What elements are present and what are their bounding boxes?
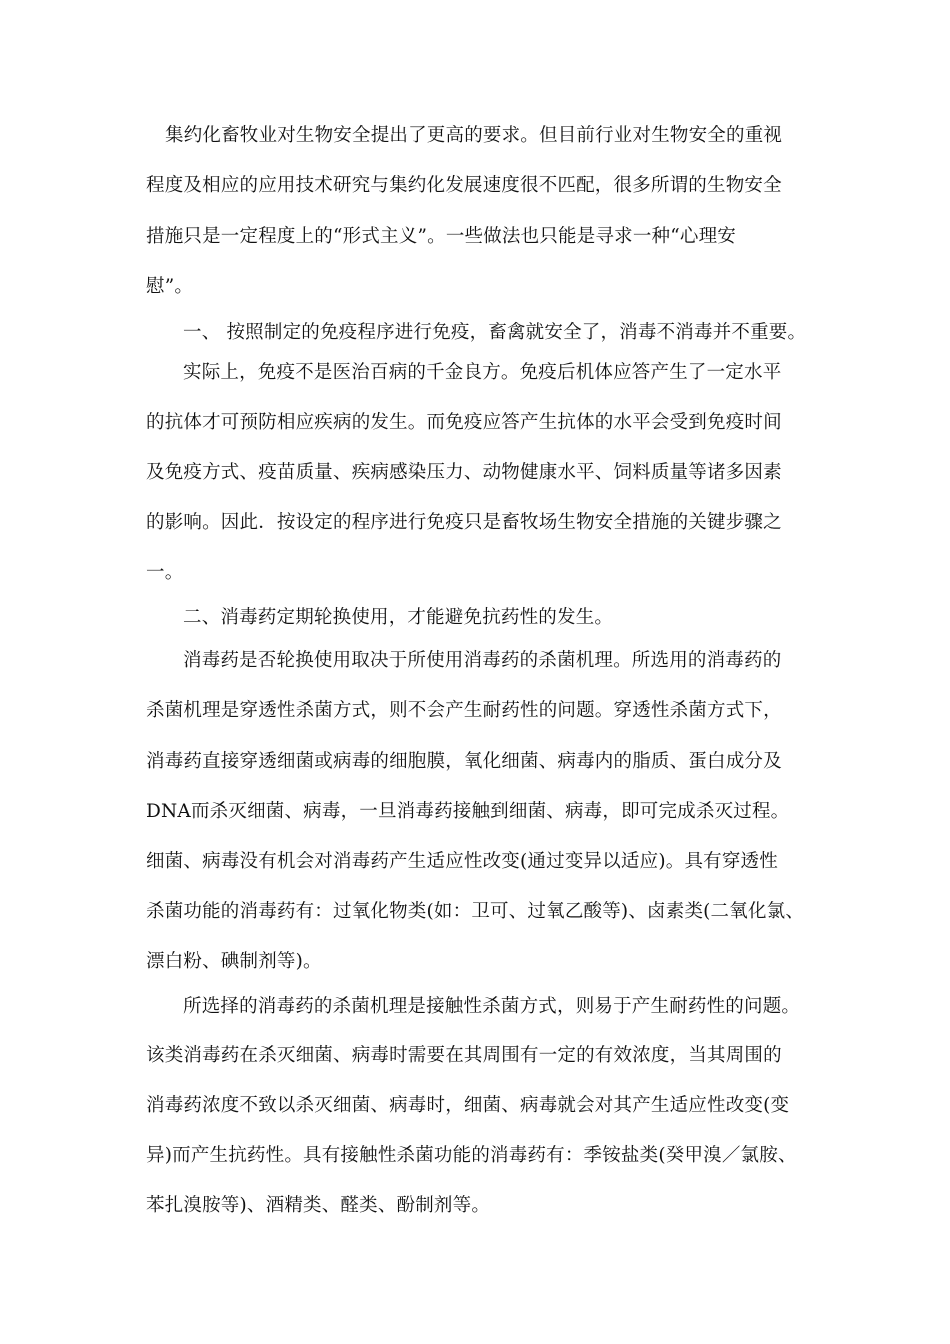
heading-two: 二、消毒药定期轮换使用，才能避免抗药性的发生。	[183, 607, 614, 628]
paragraph-line: 杀菌机理是穿透性杀菌方式，则不会产生耐药性的问题。穿透性杀菌方式下，	[146, 700, 782, 721]
paragraph-line: 消毒药是否轮换使用取决于所使用消毒药的杀菌机理。所选用的消毒药的	[183, 650, 782, 671]
paragraph-line: 消毒药直接穿透细菌或病毒的细胞膜，氧化细菌、病毒内的脂质、蛋白成分及	[146, 751, 782, 772]
paragraph-line: DNA而杀灭细菌、病毒，一旦消毒药接触到细菌、病毒，即可完成杀灭过程。	[146, 801, 790, 822]
paragraph-line: 程度及相应的应用技术研究与集约化发展速度很不匹配，很多所谓的生物安全	[146, 175, 782, 196]
paragraph-line: 该类消毒药在杀灭细菌、病毒时需要在其周围有一定的有效浓度，当其周围的	[146, 1045, 782, 1066]
paragraph-line: 苯扎溴胺等)、酒精类、醛类、酚制剂等。	[146, 1195, 491, 1216]
paragraph-line: 细菌、病毒没有机会对消毒药产生适应性改变(通过变异以适应)。具有穿透性	[146, 851, 778, 872]
paragraph-line: 杀菌功能的消毒药有：过氧化物类(如：卫可、过氧乙酸等)、卤素类(二氧化氯、	[146, 901, 805, 922]
paragraph-line: 慰”。	[146, 276, 194, 297]
paragraph-line: 所选择的消毒药的杀菌机理是接触性杀菌方式，则易于产生耐药性的问题。	[183, 996, 801, 1017]
paragraph-line: 集约化畜牧业对生物安全提出了更高的要求。但目前行业对生物安全的重视	[165, 125, 783, 146]
paragraph-line: 异)而产生抗药性。具有接触性杀菌功能的消毒药有：季铵盐类(癸甲溴／氯胺、	[146, 1145, 797, 1166]
paragraph-line: 漂白粉、碘制剂等)。	[146, 951, 322, 972]
paragraph-line: 的抗体才可预防相应疾病的发生。而免疫应答产生抗体的水平会受到免疫时间	[146, 412, 782, 433]
paragraph-line: 及免疫方式、疫苗质量、疾病感染压力、动物健康水平、饲料质量等诸多因素	[146, 462, 782, 483]
paragraph-line: 的影响。因此．按设定的程序进行免疫只是畜牧场生物安全措施的关键步骤之	[146, 512, 782, 533]
heading-one: 一、 按照制定的免疫程序进行免疫，畜禽就安全了，消毒不消毒并不重要。	[183, 322, 807, 343]
paragraph-line: 消毒药浓度不致以杀灭细菌、病毒时，细菌、病毒就会对其产生适应性改变(变	[146, 1095, 790, 1116]
paragraph-line: 一。	[146, 562, 184, 583]
paragraph-line: 实际上，免疫不是医治百病的千金良方。免疫后机体应答产生了一定水平	[183, 362, 782, 383]
paragraph-line: 措施只是一定程度上的“形式主义”。一些做法也只能是寻求一种“心理安	[146, 226, 736, 247]
